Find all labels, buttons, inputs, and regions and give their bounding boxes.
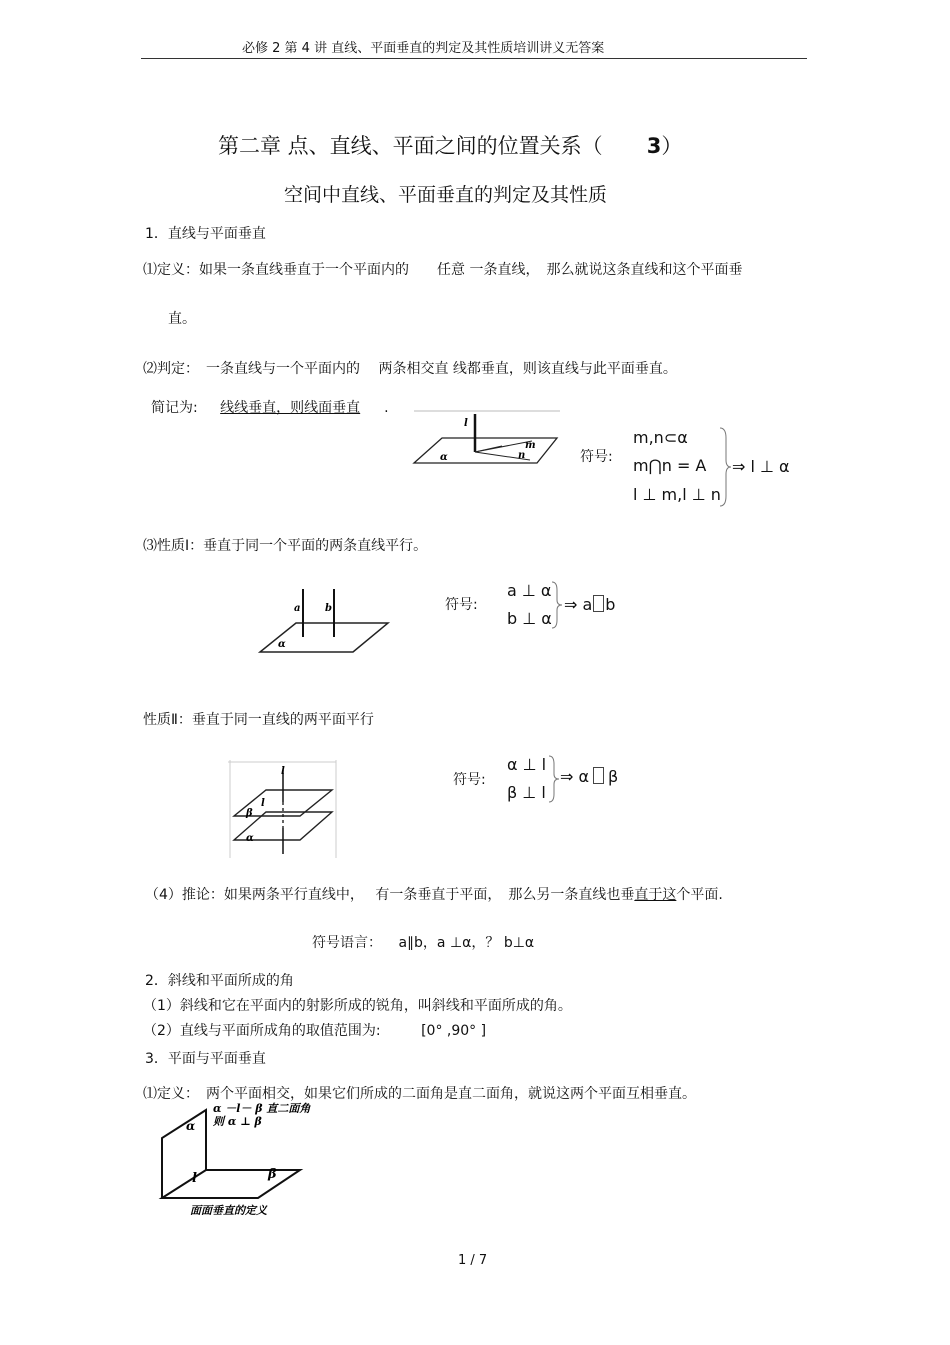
- sym1-result: ⇒ l ⊥ α: [732, 457, 790, 476]
- section-subtitle: 空间中直线、平面垂直的判定及其性质: [284, 184, 608, 206]
- sym1-line2: m⋂n = A: [633, 456, 707, 475]
- inference-text-underlined: 直于这: [634, 887, 677, 903]
- fig4-label-alpha: α: [186, 1119, 196, 1133]
- header-rule: [141, 58, 807, 59]
- sym3-line1: α ⊥ l: [507, 755, 547, 774]
- fig4-caption-line1: α －l－ β 直二面角: [213, 1102, 311, 1115]
- sym1-line3: l ⊥ m,l ⊥ n: [633, 485, 721, 504]
- sym2-result-post: b: [605, 595, 616, 614]
- fig3-label-l-mid: l: [261, 798, 265, 809]
- inference-line: [145, 884, 723, 904]
- sym3-result: [560, 767, 618, 786]
- section1-heading: 1．直线与平面垂直: [145, 226, 266, 242]
- parallel-box-icon: [593, 767, 604, 784]
- figure-two-perp-lines: [258, 585, 393, 657]
- symbol-language-label: 符号语言：: [312, 935, 382, 951]
- short-form-text: 线线垂直，则线面垂直: [220, 400, 361, 416]
- figure-plane-perp-plane: [158, 1100, 328, 1220]
- page-header: 必修 2 第 4 讲 直线、平面垂直的判定及其性质培训讲义无答案: [242, 41, 605, 56]
- sym3-result-post: β: [608, 767, 619, 786]
- definition-line1: ⑴定义：如果一条直线垂直于一个平面内的 任意 一条直线， 那么就说这条直线和这个平面垂: [143, 262, 743, 278]
- fig4-label-l: l: [192, 1171, 197, 1186]
- definition-line2: 直。: [168, 311, 196, 327]
- sym3-line2: β ⊥ l: [507, 783, 546, 802]
- inference-text-post: 个平面.: [676, 887, 723, 903]
- figure-two-parallel-planes: [228, 760, 340, 860]
- symbol-language: [312, 932, 534, 952]
- sym3-result-pre: ⇒ α: [560, 767, 590, 786]
- figure-line-perp-plane: [412, 408, 562, 468]
- fig1-label-n: n: [518, 450, 526, 461]
- chapter-title: [218, 130, 682, 160]
- sym1-brace: [718, 426, 732, 508]
- fig4-caption-line2: 则 α ⊥ β: [213, 1115, 262, 1128]
- sym2-brace: [550, 580, 564, 630]
- property1-line: ⑶性质Ⅰ：垂直于同一个平面的两条直线平行。: [143, 538, 428, 554]
- judgement-line: ⑵判定： 一条直线与一个平面内的 两条相交直 线都垂直，则该直线与此平面垂直。: [143, 361, 677, 377]
- chapter-title-close: ）: [661, 134, 683, 158]
- fig1-label-l: l: [464, 418, 468, 429]
- sym1-label: 符号:: [580, 449, 613, 465]
- property2-line: 性质Ⅱ：垂直于同一直线的两平面平行: [143, 712, 374, 728]
- section3-definition: ⑴定义： 两个平面相交，如果它们所成的二面角是直二面角，就说这两个平面互相垂直。: [143, 1086, 696, 1102]
- section2-item2-text: （2）直线与平面所成角的取值范围为:: [143, 1023, 381, 1039]
- sym2-result-pre: ⇒ a: [564, 595, 593, 614]
- sym3-label: 符号:: [453, 772, 486, 788]
- fig2-label-alpha: α: [278, 639, 286, 650]
- fig1-label-alpha: α: [440, 452, 448, 463]
- page-number: 1 / 7: [458, 1253, 488, 1268]
- fig2-label-a: a: [294, 603, 301, 614]
- sym1-line1: m,n⊂α: [633, 428, 688, 447]
- fig4-bottom-caption: 面面垂直的定义: [190, 1204, 267, 1217]
- chapter-title-main: 第二章 点、直线、平面之间的位置关系（: [218, 134, 603, 158]
- chapter-title-num: 3: [646, 134, 662, 158]
- short-form: [151, 397, 389, 417]
- short-form-dot: .: [384, 400, 389, 416]
- symbol-language-text: a∥b，a ⊥α，？ b⊥α: [398, 935, 535, 951]
- section2-item2: [143, 1020, 486, 1040]
- fig3-label-beta: β: [246, 808, 253, 819]
- fig4-label-beta: β: [268, 1167, 277, 1182]
- fig3-label-alpha: α: [246, 833, 254, 844]
- sym3-brace: [547, 754, 561, 804]
- section3-heading: 3．平面与平面垂直: [145, 1051, 266, 1067]
- fig3-label-l-top: l: [281, 766, 285, 777]
- parallel-box-icon: [593, 595, 604, 612]
- section2-heading: 2．斜线和平面所成的角: [145, 973, 294, 989]
- sym2-label: 符号:: [445, 597, 478, 613]
- sym2-line2: b ⊥ α: [507, 609, 552, 628]
- angle-range: [0° ,90° ]: [421, 1023, 487, 1039]
- short-form-label: 简记为:: [151, 400, 198, 416]
- fig2-label-b: b: [325, 603, 332, 614]
- section2-item1: （1）斜线和它在平面内的射影所成的锐角，叫斜线和平面所成的角。: [143, 998, 572, 1014]
- fig1-label-m: m: [525, 440, 536, 451]
- sym2-line1: a ⊥ α: [507, 581, 552, 600]
- sym2-result: [564, 595, 615, 614]
- inference-text-pre: （4）推论：如果两条平行直线中， 有一条垂直于平面， 那么另一条直线也垂: [145, 887, 635, 903]
